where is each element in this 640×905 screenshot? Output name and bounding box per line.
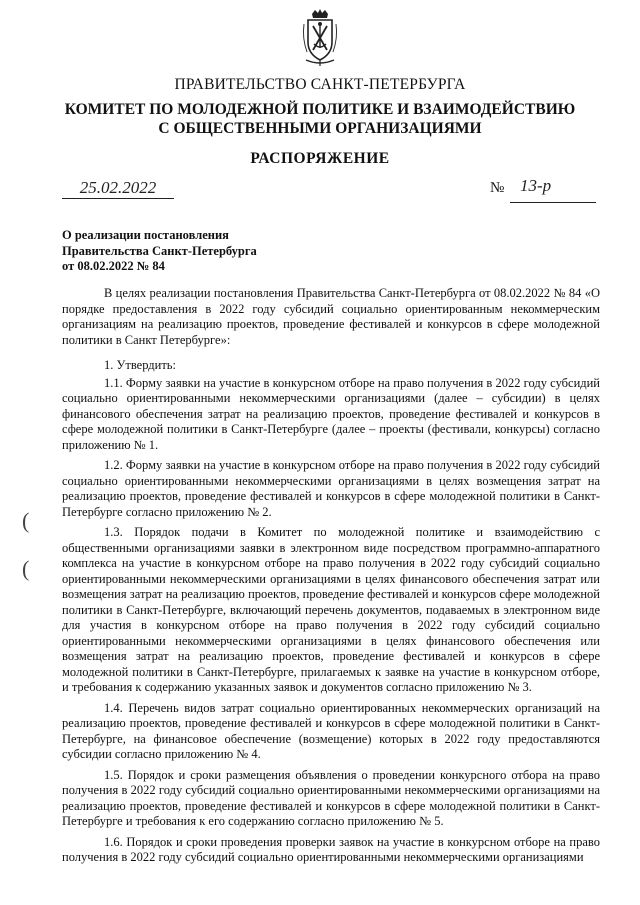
committee-title-line1: КОМИТЕТ ПО МОЛОДЕЖНОЙ ПОЛИТИКЕ И ВЗАИМОДЕЙСТВИЮ xyxy=(64,101,576,118)
subject-line1: О реализации постановления xyxy=(62,228,229,242)
paragraph-1-3: 1.3. Порядок подачи в Комитет по молодежной политике и взаимодействию с общественными организациями заявки в электронном виде посредством программно-аппаратного комплекса на участие в конкурсном отборе на право получения в 2022 году субсидий социально ориентированными некоммерческими организациями в целях финансового обеспечения затрат или возмещения затрат на реализацию проектов, проведение фестивалей и конкурсов сфере молодежной политики в Санкт-Петербурге, включающий перечень документов, подаваемых в электронном виде для участия в конкурсном отборе на право получения в 2022 году субсидий социально ориентированными некоммерческими организациями в целях финансового обеспечения или возмещения затрат на реализацию проектов, проведение фестивалей и конкурсов в сфере молодежной политики в Санкт-Петербурге, прилагаемых к заявке на участие в конкурсном отборе, и требования к содержанию указанных заявок и документов согласно приложению № 3. xyxy=(62,525,600,694)
approve-heading: 1. Утвердить: xyxy=(104,358,176,372)
paragraph-1-2: 1.2. Форму заявки на участие в конкурсном отборе на право получения в 2022 году субсидий социально ориентированными некоммерческими организациями в целях возмещения затрат на реализацию проектов, проведение фестивалей и конкурсов в сфере молодежной политики в Санкт-Петербурге согласно приложению № 2. xyxy=(62,458,600,519)
document-type: РАСПОРЯЖЕНИЕ xyxy=(250,150,390,167)
paragraph-1-4: 1.4. Перечень видов затрат социально ориентированных некоммерческих организаций на реализацию проектов, проведение фестивалей и конкурсов в сфере молодежной политики в Санкт-Петербурге, на финансовое обеспечение (возмещение) которых в 2022 году предоставляются субсидии согласно приложению № 4. xyxy=(62,700,600,761)
number-sign: № xyxy=(490,180,505,196)
document-subject xyxy=(62,228,257,275)
document-body xyxy=(62,286,600,871)
committee-title xyxy=(0,100,640,138)
government-title: ПРАВИТЕЛЬСТВО САНКТ-ПЕТЕРБУРГА xyxy=(174,76,466,93)
coat-of-arms-icon xyxy=(300,8,340,68)
document-number: 13-р xyxy=(520,176,552,195)
number-underline xyxy=(510,202,596,203)
subject-line2: Правительства Санкт-Петербурга xyxy=(62,243,257,258)
committee-title-line2: С ОБЩЕСТВЕННЫМИ ОРГАНИЗАЦИЯМИ xyxy=(158,120,482,137)
margin-mark: ( xyxy=(22,556,30,581)
subject-line3: от 08.02.2022 № 84 xyxy=(62,259,165,273)
intro-paragraph: В целях реализации постановления Правительства Санкт-Петербурга от 08.02.2022 № 84 «О порядке предоставления в 2022 году субсидий социально ориентированным некоммерческим организациям на реализацию проектов, проведение фестивалей и конкурсов в сфере молодежной политики в Санкт Петербурге»: xyxy=(62,286,600,347)
document-date: 25.02.2022 xyxy=(62,178,174,199)
margin-mark: ( xyxy=(22,508,30,533)
paragraph-1-5: 1.5. Порядок и сроки размещения объявления о проведении конкурсного отбора на право получения в 2022 году субсидий социально ориентированными некоммерческими организациями на реализацию проектов, проведение фестивалей и конкурсов в сфере молодежной политики в Санкт-Петербурге и требования к его содержанию согласно приложению № 5. xyxy=(62,767,600,828)
paragraph-1-6: 1.6. Порядок и сроки проведения проверки заявок на участие в конкурсном отборе на право получения в 2022 году субсидий социально ориентированными некоммерческими организациями xyxy=(62,834,600,864)
paragraph-1-1: 1.1. Форму заявки на участие в конкурсном отборе на право получения в 2022 году субсидий социально ориентированными некоммерческими организациями (далее – субсидии) в целях финансового обеспечения затрат на реализацию проектов, проведение фестивалей и конкурсов в сфере молодежной политики в Санкт-Петербурге (далее – проекты (фестивали, конкурсы) согласно приложению № 1. xyxy=(62,375,600,452)
